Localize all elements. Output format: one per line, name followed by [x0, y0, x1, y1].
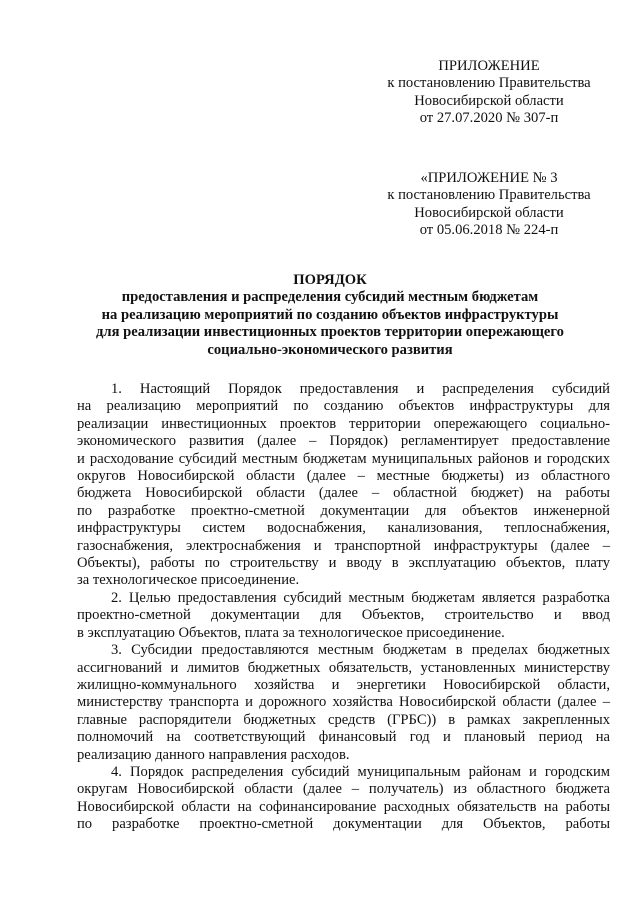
paragraph-line: газоснабжения, электроснабжения и транспортной инфраструктуры (далее –	[77, 537, 610, 554]
heading-subtitle-3: для реализации инвестиционных проектов территории опережающего	[96, 324, 564, 341]
appendix-line-3: Новосибирской области	[414, 92, 564, 109]
paragraph-line: реализации инвестиционных проектов территории опережающего социально-	[77, 415, 610, 432]
heading-subtitle-2: на реализацию мероприятий по созданию объектов инфраструктуры	[101, 306, 559, 323]
paragraph-line: инфраструктуры систем водоснабжения, канализования, теплоснабжения,	[77, 520, 610, 537]
paragraph-line: полномочий на соответствующий финансовый год и плановый период на	[77, 729, 610, 746]
paragraph-line: жилищно-коммунального хозяйства и энергетики Новосибирской области,	[77, 676, 610, 693]
paragraph-line: ассигнований и лимитов бюджетных обязательств, установленных министерству	[77, 659, 610, 676]
paragraph-line: и расходование субсидий местным бюджетам муниципальных районов и городских	[77, 450, 610, 467]
paragraph-line: за технологическое присоединение.	[77, 572, 300, 589]
paragraph-4	[77, 764, 610, 834]
paragraph-line: 2. Целью предоставления субсидий местным бюджетам является разработка	[111, 589, 610, 606]
paragraph-line: по разработке проектно-сметной документации для объектов инженерной	[77, 502, 610, 519]
appendix-title: ПРИЛОЖЕНИЕ	[438, 58, 540, 74]
paragraph-line: на реализацию мероприятий по созданию объектов инфраструктуры для	[77, 398, 610, 415]
paragraph-line: в эксплуатацию Объектов, плата за технологическое присоединение.	[77, 624, 505, 641]
paragraph-line: Объекты), работы по строительству и вводу в эксплуатацию объектов, плату	[77, 555, 610, 572]
appendix-prev-line-4: от 05.06.2018 № 224-п	[419, 222, 559, 239]
paragraph-line: реализацию данного направления расходов.	[77, 746, 350, 763]
paragraph-line: 3. Субсидии предоставляются местным бюджетам в пределах бюджетных	[111, 642, 610, 659]
paragraph-2	[77, 590, 610, 642]
appendix-header	[380, 58, 598, 128]
heading-title: ПОРЯДОК	[293, 272, 367, 288]
paragraph-line: округам Новосибирской области (далее – получатель) из областного бюджета	[77, 781, 610, 798]
heading-subtitle-1: предоставления и распределения субсидий местным бюджетам	[121, 289, 539, 306]
paragraph-line: по разработке проектно-сметной документации для Объектов, работы	[77, 816, 610, 833]
paragraph-3	[77, 642, 610, 764]
paragraph-line: экономического развития (далее – Порядок) регламентирует предоставление	[77, 433, 610, 450]
paragraph-line: бюджета Новосибирской области (далее – областной бюджет) на работы	[77, 485, 610, 502]
appendix-line-4: от 27.07.2020 № 307-п	[419, 110, 559, 127]
appendix-prev-line-2: к постановлению Правительства	[387, 187, 591, 204]
appendix-prev-title: «ПРИЛОЖЕНИЕ № 3	[420, 170, 558, 186]
heading-subtitle-4: социально-экономического развития	[207, 341, 453, 358]
document-body	[77, 381, 610, 834]
paragraph-line: проектно-сметной документации для Объектов, строительство и ввод	[77, 607, 610, 624]
paragraph-line: округов Новосибирской области (далее – местные бюджеты) из областного	[77, 468, 610, 485]
paragraph-1	[77, 381, 610, 590]
appendix-line-2: к постановлению Правительства	[387, 75, 591, 92]
paragraph-line: 1. Настоящий Порядок предоставления и распределения субсидий	[111, 381, 610, 397]
appendix-prev-line-3: Новосибирской области	[414, 204, 564, 221]
document-heading	[60, 272, 600, 359]
paragraph-line: 4. Порядок распределения субсидий муниципальным районам и городским	[111, 763, 610, 780]
paragraph-line: министерству транспорта и дорожного хозяйства Новосибирской области (далее –	[77, 694, 610, 711]
paragraph-line: главные распорядители бюджетных средств (ГРБС)) в рамках закрепленных	[77, 711, 610, 728]
paragraph-line: Новосибирской области на софинансирование расходных обязательств на работы	[77, 798, 610, 815]
appendix-prev-header	[380, 170, 598, 240]
